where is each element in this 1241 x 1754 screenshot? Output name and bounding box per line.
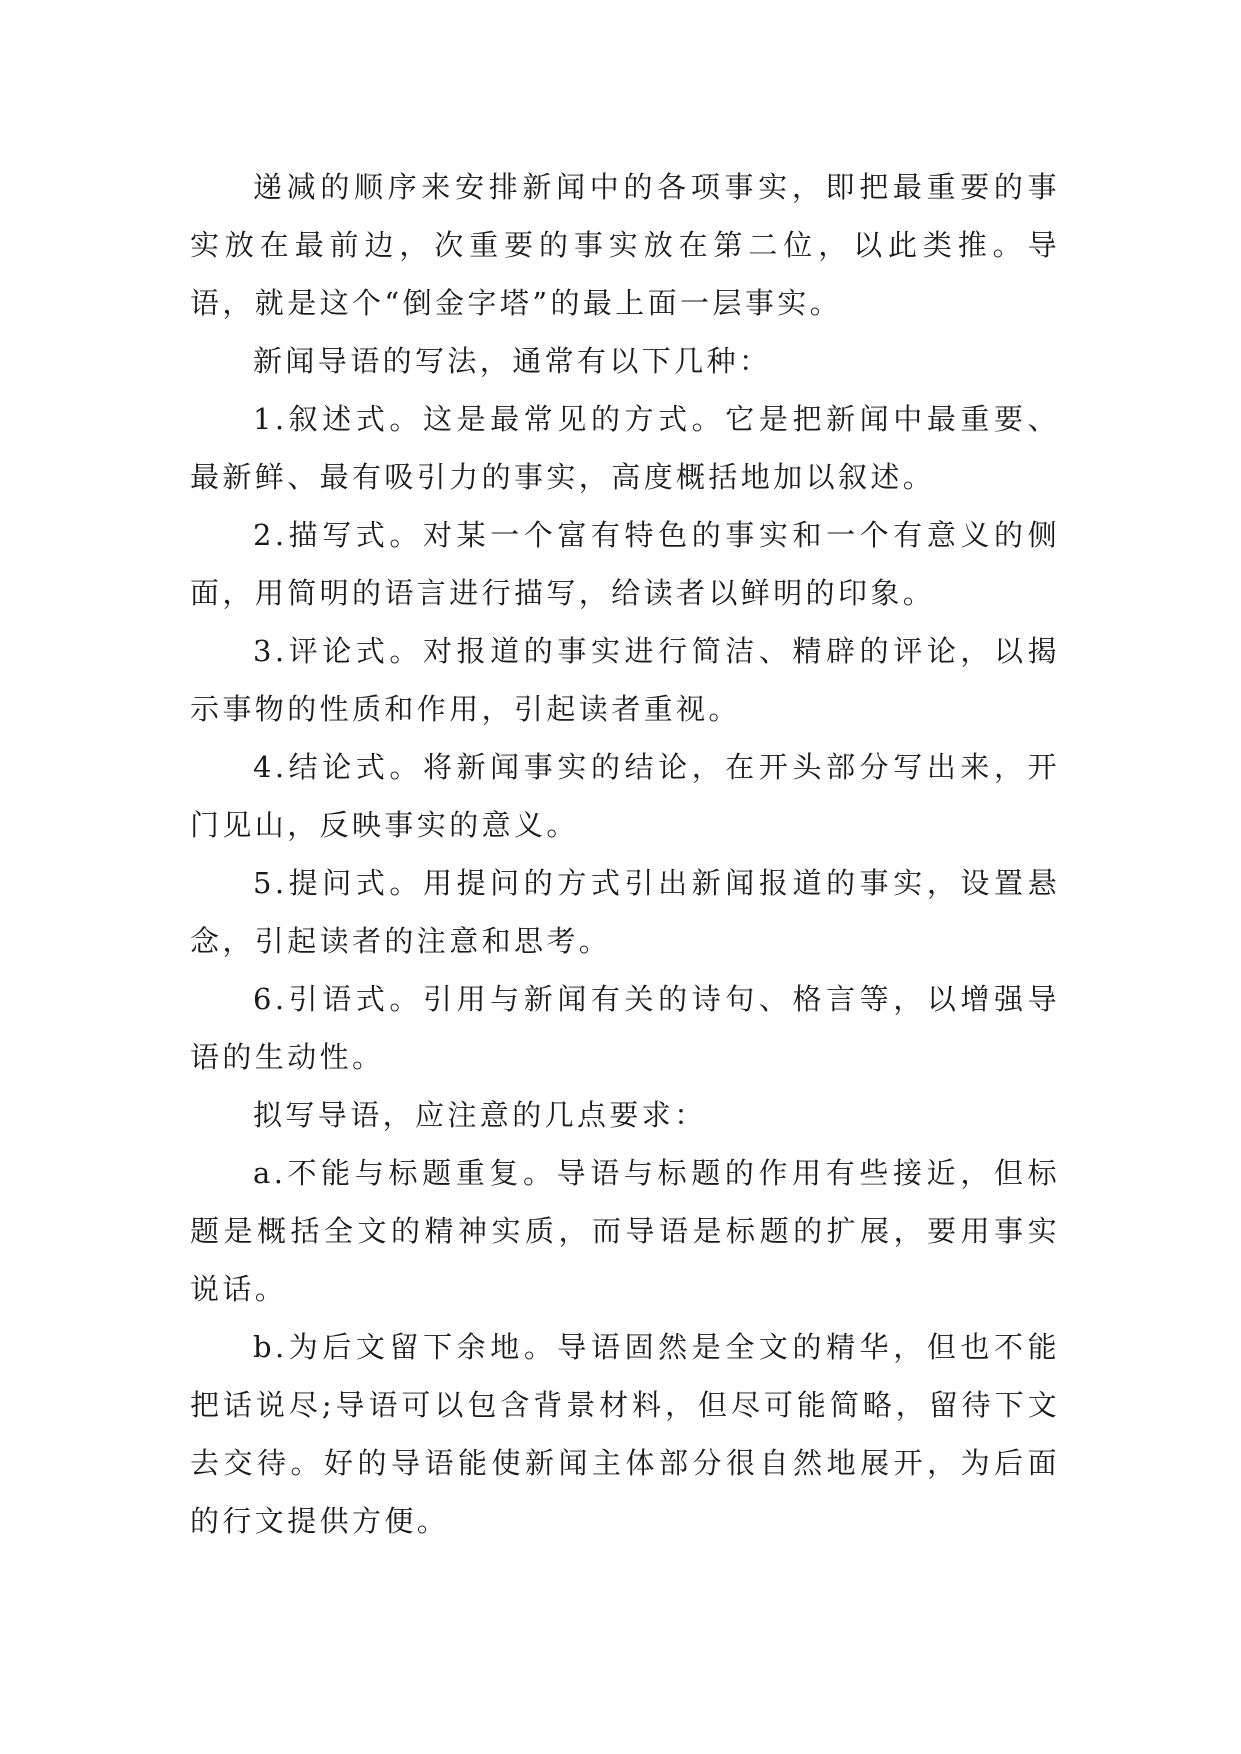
paragraph-item-1: 1.叙述式。这是最常见的方式。它是把新闻中最重要、最新鲜、最有吸引力的事实，高度概括地加以叙述。 bbox=[190, 402, 1060, 494]
paragraph-item-3: 3.评论式。对报道的事实进行简洁、精辟的评论，以揭示事物的性质和作用，引起读者重视。 bbox=[190, 634, 1060, 726]
paragraph-item-2: 2.描写式。对某一个富有特色的事实和一个有意义的侧面，用简明的语言进行描写，给读者以鲜明的印象。 bbox=[190, 518, 1060, 610]
paragraph-lead-intro: 新闻导语的写法，通常有以下几种： bbox=[253, 344, 772, 378]
paragraph-item-6: 6.引语式。引用与新闻有关的诗句、格言等，以增强导语的生动性。 bbox=[190, 982, 1060, 1074]
paragraph-requirement-b: b.为后文留下余地。导语固然是全文的精华，但也不能把话说尽;导语可以包含背景材料，但尽可能简略，留待下文去交待。好的导语能使新闻主体部分很自然地展开，为后面的行文提供方便。 bbox=[190, 1330, 1060, 1538]
paragraph-item-4: 4.结论式。将新闻事实的结论，在开头部分写出来，开门见山，反映事实的意义。 bbox=[190, 750, 1060, 842]
body-text bbox=[190, 158, 1060, 1550]
paragraph-requirements-intro: 拟写导语，应注意的几点要求： bbox=[253, 1098, 707, 1132]
paragraph-requirement-a: a.不能与标题重复。导语与标题的作用有些接近，但标题是概括全文的精神实质，而导语是标题的扩展，要用事实说话。 bbox=[190, 1156, 1060, 1306]
paragraph-continuation: 递减的顺序来安排新闻中的各项事实，即把最重要的事实放在最前边，次重要的事实放在第二位，以此类推。导语，就是这个“倒金字塔”的最上面一层事实。 bbox=[190, 170, 1060, 320]
paragraph-item-5: 5.提问式。用提问的方式引出新闻报道的事实，设置悬念，引起读者的注意和思考。 bbox=[190, 866, 1060, 958]
